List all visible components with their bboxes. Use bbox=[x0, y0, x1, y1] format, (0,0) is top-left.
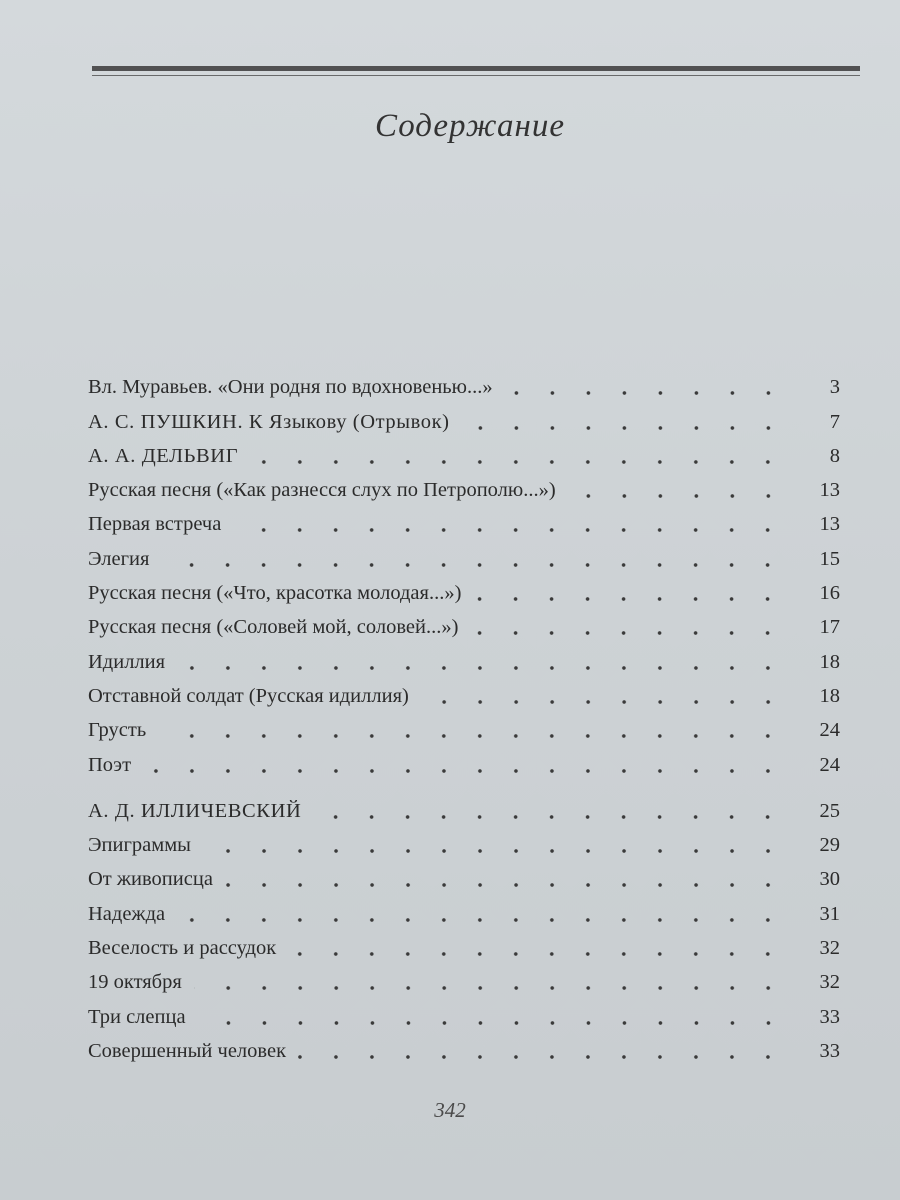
dot-leader bbox=[288, 936, 786, 960]
top-rule-thick-line bbox=[92, 66, 860, 71]
dot-leader bbox=[177, 902, 786, 926]
dot-leader bbox=[225, 867, 786, 891]
entry-page-number: 18 bbox=[819, 684, 840, 707]
page-number: 342 bbox=[434, 1098, 466, 1122]
toc-entry bbox=[88, 365, 840, 399]
dot-leader bbox=[158, 718, 786, 742]
top-rule bbox=[92, 66, 860, 76]
dot-leader bbox=[143, 753, 786, 777]
toc-entry bbox=[88, 605, 840, 639]
dot-leader bbox=[203, 833, 786, 857]
toc-entry bbox=[88, 857, 840, 891]
entry-page-number: 7 bbox=[829, 410, 840, 433]
dot-leader bbox=[473, 581, 786, 605]
toc-entry bbox=[88, 926, 840, 960]
entry-page-number: 29 bbox=[819, 834, 840, 857]
entry-title: А. С. ПУШКИН. К Языкову (Отрывок) bbox=[88, 410, 450, 433]
dot-leader bbox=[462, 410, 786, 434]
dot-leader bbox=[505, 375, 786, 399]
dot-leader bbox=[233, 512, 786, 536]
dot-leader bbox=[421, 684, 786, 708]
entry-page-number: 32 bbox=[819, 937, 840, 960]
entry-title: 19 октября bbox=[88, 971, 182, 994]
entry-title: Эпиграммы bbox=[88, 834, 191, 857]
entry-title: А. А. ДЕЛЬВИГ bbox=[88, 444, 239, 467]
dot-leader bbox=[470, 615, 786, 639]
entry-page-number: 8 bbox=[829, 444, 840, 467]
entry-title: Первая встреча bbox=[88, 513, 222, 536]
entry-page-number: 16 bbox=[819, 582, 840, 605]
table-of-contents bbox=[88, 365, 840, 1063]
dot-leader bbox=[161, 547, 786, 571]
entry-page-number: 30 bbox=[819, 868, 840, 891]
entry-title: Надежда bbox=[88, 902, 166, 925]
entry-title: Веселость и рассудок bbox=[88, 937, 277, 960]
entry-title: От живописца bbox=[88, 868, 213, 891]
dot-leader bbox=[250, 444, 786, 468]
entry-page-number: 32 bbox=[819, 971, 840, 994]
toc-entry bbox=[88, 994, 840, 1028]
entry-page-number: 31 bbox=[819, 902, 840, 925]
toc-entry bbox=[88, 708, 840, 742]
top-rule-thin-line bbox=[92, 75, 860, 76]
toc-entry bbox=[88, 742, 840, 776]
entry-title: Грусть bbox=[88, 719, 147, 742]
toc-author-entry bbox=[88, 789, 840, 823]
entry-title: Элегия bbox=[88, 547, 150, 570]
dot-leader bbox=[298, 1039, 786, 1063]
toc-entry bbox=[88, 1029, 840, 1063]
entry-page-number: 33 bbox=[819, 1005, 840, 1028]
dot-leader bbox=[194, 970, 786, 994]
entry-page-number: 13 bbox=[819, 479, 840, 502]
toc-entry bbox=[88, 468, 840, 502]
toc-entry bbox=[88, 502, 840, 536]
entry-title: Отставной солдат (Русская идиллия) bbox=[88, 684, 409, 707]
entry-page-number: 24 bbox=[819, 753, 840, 776]
dot-leader bbox=[313, 799, 786, 823]
contents-heading: Содержание bbox=[374, 108, 565, 144]
toc-entry bbox=[88, 823, 840, 857]
toc-author-entry bbox=[88, 399, 840, 433]
toc-entry bbox=[88, 891, 840, 925]
entry-page-number: 17 bbox=[819, 616, 840, 639]
entry-title: А. Д. ИЛЛИЧЕВСКИЙ bbox=[88, 799, 302, 822]
entry-title: Русская песня («Как разнесся слух по Петрополю...») bbox=[88, 479, 556, 502]
entry-title: Совершенный человек bbox=[88, 1039, 287, 1062]
entry-page-number: 18 bbox=[819, 650, 840, 673]
entry-page-number: 33 bbox=[819, 1039, 840, 1062]
entry-page-number: 24 bbox=[819, 719, 840, 742]
entry-page-number: 13 bbox=[819, 513, 840, 536]
toc-entry bbox=[88, 674, 840, 708]
entry-title: Три слепца bbox=[88, 1005, 186, 1028]
entry-title: Русская песня («Что, красотка молодая...») bbox=[88, 582, 462, 605]
toc-entry bbox=[88, 536, 840, 570]
entry-page-number: 15 bbox=[819, 547, 840, 570]
dot-leader bbox=[177, 650, 786, 674]
toc-entry bbox=[88, 960, 840, 994]
dot-leader bbox=[198, 1005, 786, 1029]
entry-page-number: 25 bbox=[819, 799, 840, 822]
toc-entry bbox=[88, 639, 840, 673]
toc-author-entry bbox=[88, 434, 840, 468]
dot-leader bbox=[568, 478, 786, 502]
entry-title: Русская песня («Соловей мой, соловей...») bbox=[88, 616, 459, 639]
entry-title: Идиллия bbox=[88, 650, 166, 673]
entry-title: Поэт bbox=[88, 753, 132, 776]
toc-entry bbox=[88, 571, 840, 605]
entry-page-number: 3 bbox=[829, 376, 840, 399]
entry-title: Вл. Муравьев. «Они родня по вдохновенью...» bbox=[88, 376, 493, 399]
